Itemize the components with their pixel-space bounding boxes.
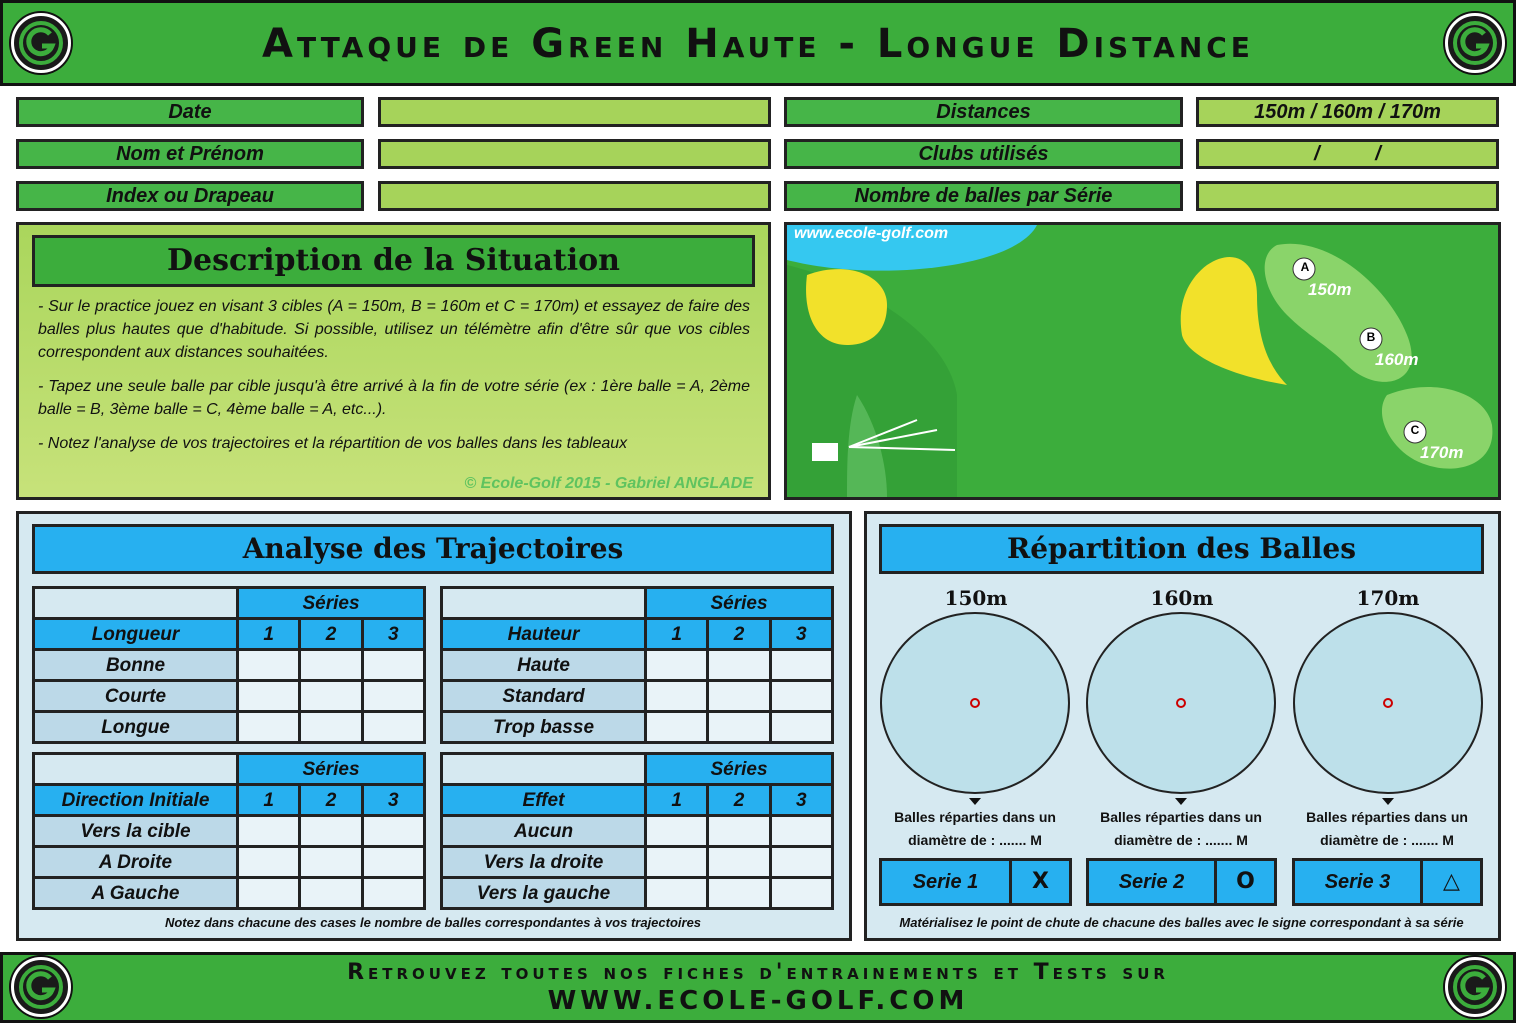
flag-icon (1383, 698, 1393, 708)
diameter-note: diamètre de : ....... M (1320, 832, 1454, 848)
diameter-note: diamètre de : ....... M (1114, 832, 1248, 848)
entry-cell[interactable] (646, 847, 708, 878)
row-label: Haute (442, 650, 646, 681)
entry-cell[interactable] (708, 712, 770, 743)
entry-cell[interactable] (362, 878, 424, 909)
col-1: 1 (238, 619, 300, 650)
hauteur-header: Hauteur (442, 619, 646, 650)
entry-cell[interactable] (238, 712, 300, 743)
diameter-note: Balles réparties dans un (1306, 809, 1468, 825)
row-label: Vers la cible (34, 816, 238, 847)
entry-cell[interactable] (646, 650, 708, 681)
x-symbol-icon: X (1009, 861, 1069, 903)
diameter-note: Balles réparties dans un (1100, 809, 1262, 825)
row-label: Aucun (442, 816, 646, 847)
row-label: A Droite (34, 847, 238, 878)
entry-cell[interactable] (238, 878, 300, 909)
entry-cell[interactable] (300, 712, 362, 743)
page-title: Attaque de Green Haute - Longue Distance (262, 21, 1254, 67)
series-header: Séries (238, 754, 425, 785)
entry-cell[interactable] (770, 816, 832, 847)
entry-cell[interactable] (770, 681, 832, 712)
date-label: Date (16, 97, 364, 127)
name-label: Nom et Prénom (16, 139, 364, 169)
target-distance: 170m (1356, 586, 1420, 610)
map-website-link[interactable]: www.ecole-golf.com (794, 225, 949, 242)
row-label: Courte (34, 681, 238, 712)
entry-cell[interactable] (770, 847, 832, 878)
entry-cell[interactable] (362, 847, 424, 878)
serie-label: Serie 2 (1118, 871, 1185, 893)
longueur-header: Longueur (34, 619, 238, 650)
description-text (38, 295, 750, 466)
target-a-letter: A (1300, 260, 1310, 274)
distances-label: Distances (784, 97, 1183, 127)
hauteur-table (440, 586, 834, 744)
target-b-letter: B (1366, 330, 1376, 344)
entry-cell[interactable] (238, 816, 300, 847)
index-label: Index ou Drapeau (16, 181, 364, 211)
entry-cell[interactable] (362, 650, 424, 681)
description-paragraph: - Sur le practice jouez en visant 3 cibles (A = 150m, B = 160m et C = 170m) et essayez de faire des balles plus hautes que d'habitude. Si possible, utilisez un télémètre afin d'être sûr que vos cibles correspondent aux distances souhaitées. (38, 298, 750, 361)
longueur-table (32, 586, 426, 744)
row-label: Standard (442, 681, 646, 712)
entry-cell[interactable] (362, 712, 424, 743)
flag-icon (970, 698, 980, 708)
entry-cell[interactable] (300, 878, 362, 909)
entry-cell[interactable] (646, 878, 708, 909)
target-a-distance: 150m (1308, 280, 1352, 299)
triangle-down-icon (969, 798, 981, 805)
direction-table (32, 752, 426, 910)
col-1: 1 (646, 785, 708, 816)
entry-cell[interactable] (300, 650, 362, 681)
entry-cell[interactable] (708, 816, 770, 847)
golf-logo-icon (1445, 957, 1505, 1017)
row-label: Trop basse (442, 712, 646, 743)
date-field[interactable] (378, 97, 771, 127)
repartition-title: Répartition des Balles (879, 524, 1484, 574)
entry-cell[interactable] (646, 816, 708, 847)
entry-cell[interactable] (362, 816, 424, 847)
row-label: Vers la droite (442, 847, 646, 878)
description-paragraph: - Tapez une seule balle par cible jusqu'à être arrivé à la fin de votre série (ex : 1ère balle = A, 2ème balle = B, 3ème balle = C, 4ème balle = A, etc...). (38, 378, 750, 418)
entry-cell[interactable] (238, 650, 300, 681)
entry-cell[interactable] (238, 681, 300, 712)
balls-per-series-label: Nombre de balles par Série (784, 181, 1183, 211)
serie-label: Serie 3 (1324, 871, 1391, 893)
col-3: 3 (770, 785, 832, 816)
entry-cell[interactable] (300, 816, 362, 847)
target-c-distance: 170m (1420, 443, 1464, 462)
col-1: 1 (646, 619, 708, 650)
entry-cell[interactable] (708, 847, 770, 878)
clubs-field[interactable]: / / (1196, 139, 1499, 169)
col-2: 2 (708, 785, 770, 816)
target-distance: 160m (1150, 586, 1214, 610)
triangle-symbol-icon: △ (1420, 861, 1480, 903)
entry-cell[interactable] (708, 681, 770, 712)
effet-header: Effet (442, 785, 646, 816)
entry-cell[interactable] (300, 681, 362, 712)
description-paragraph: - Notez l'analyse de vos trajectoires et la répartition de vos balles dans les tableaux (38, 435, 628, 452)
diameter-note: diamètre de : ....... M (908, 832, 1042, 848)
index-field[interactable] (378, 181, 771, 211)
triangle-down-icon (1382, 798, 1394, 805)
entry-cell[interactable] (770, 878, 832, 909)
triangle-down-icon (1175, 798, 1187, 805)
copyright: © Ecole-Golf 2015 - Gabriel ANGLADE (464, 475, 753, 492)
row-label: Bonne (34, 650, 238, 681)
row-label: Vers la gauche (442, 878, 646, 909)
analyse-title: Analyse des Trajectoires (32, 524, 834, 574)
row-label: Longue (34, 712, 238, 743)
col-1: 1 (238, 785, 300, 816)
col-2: 2 (300, 785, 362, 816)
entry-cell[interactable] (708, 878, 770, 909)
circle-symbol-icon: O (1214, 861, 1274, 903)
effet-table (440, 752, 834, 910)
repartition-note: Matérialisez le point de chute de chacune des balles avec le signe correspondant à sa série (899, 915, 1464, 930)
direction-header: Direction Initiale (34, 785, 238, 816)
col-2: 2 (708, 619, 770, 650)
flag-icon (1176, 698, 1186, 708)
entry-cell[interactable] (770, 650, 832, 681)
golf-logo-icon (11, 957, 71, 1017)
series-header: Séries (238, 588, 425, 619)
diameter-note: Balles réparties dans un (894, 809, 1056, 825)
footer-text: Retrouvez toutes nos fiches d'entrainements et Tests sur (347, 960, 1169, 985)
target-c-letter: C (1410, 423, 1420, 437)
serie-2-button[interactable] (1086, 858, 1277, 906)
entry-cell[interactable] (646, 681, 708, 712)
entry-cell[interactable] (300, 847, 362, 878)
col-3: 3 (770, 619, 832, 650)
col-3: 3 (362, 785, 424, 816)
clubs-label: Clubs utilisés (784, 139, 1183, 169)
row-label: A Gauche (34, 878, 238, 909)
col-3: 3 (362, 619, 424, 650)
balls-per-series-field[interactable] (1196, 181, 1499, 211)
distances-value: 150m / 160m / 170m (1196, 97, 1499, 127)
entry-cell[interactable] (708, 650, 770, 681)
golf-logo-icon (11, 13, 71, 73)
entry-cell[interactable] (238, 847, 300, 878)
series-header: Séries (646, 588, 833, 619)
golf-logo-icon (1445, 13, 1505, 73)
entry-cell[interactable] (770, 712, 832, 743)
description-title: Description de la Situation (32, 235, 755, 287)
name-field[interactable] (378, 139, 771, 169)
serie-3-button[interactable] (1292, 858, 1483, 906)
target-distance: 150m (944, 586, 1008, 610)
entry-cell[interactable] (362, 681, 424, 712)
serie-label: Serie 1 (912, 871, 979, 893)
entry-cell[interactable] (646, 712, 708, 743)
footer-website-link[interactable]: WWW.ECOLE-GOLF.COM (547, 986, 969, 1016)
target-b-distance: 160m (1375, 350, 1419, 369)
col-2: 2 (300, 619, 362, 650)
series-header: Séries (646, 754, 833, 785)
analyse-note: Notez dans chacune des cases le nombre de balles correspondantes à vos trajectoires (164, 915, 702, 930)
serie-1-button[interactable] (879, 858, 1072, 906)
